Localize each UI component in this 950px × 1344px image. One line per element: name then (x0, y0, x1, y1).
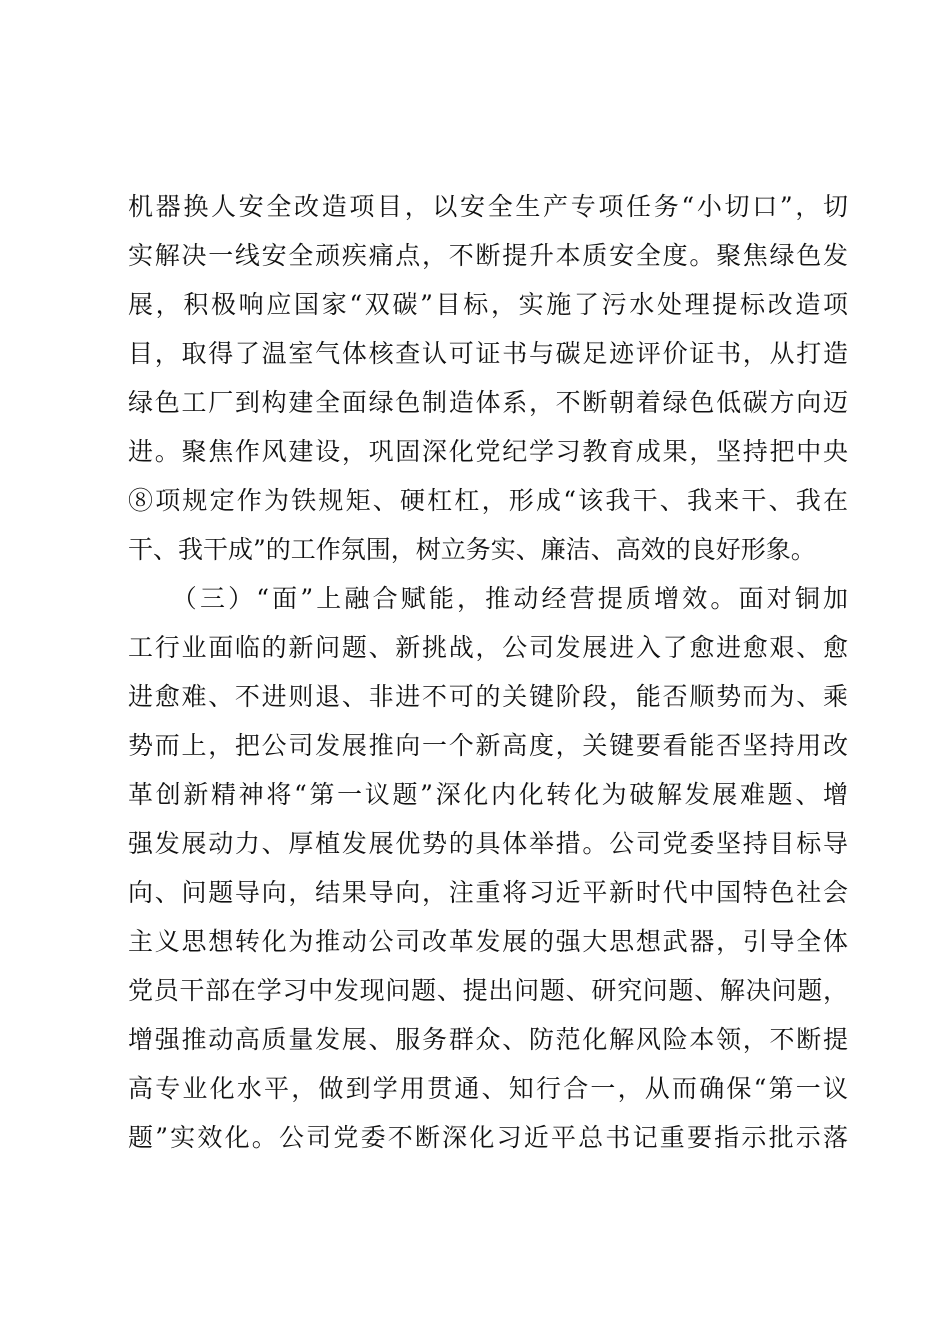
text-line: 机器换人安全改造项目，以安全生产专项任务“小切口”，切 (128, 192, 848, 221)
paragraph-end-line: 干、我干成”的工作氛围，树立务实、廉洁、高效的良好形象。 (128, 535, 816, 564)
text-line: 绿色工厂到构建全面绿色制造体系，不断朝着绿色低碳方向迈 (128, 388, 848, 417)
text-line: 进愈难、不进则退、非进不可的关键阶段，能否顺势而为、乘 (128, 682, 848, 711)
body-text (128, 182, 848, 1162)
text-line: 增强推动高质量发展、服务群众、防范化解风险本领，不断提 (128, 1025, 848, 1054)
text-line: 革创新精神将“第一议题”深化内化转化为破解发展难题、增 (128, 780, 848, 809)
text-line: 进。聚焦作风建设，巩固深化党纪学习教育成果，坚持把中央 (128, 437, 848, 466)
section-heading-line: （三）“面”上融合赋能，推动经营提质增效。面对铜加 (128, 584, 848, 613)
text-line: 实解决一线安全顽疾痛点，不断提升本质安全度。聚焦绿色发 (128, 241, 848, 270)
text-line: 目，取得了温室气体核查认可证书与碳足迹评价证书，从打造 (128, 339, 848, 368)
text-line: 工行业面临的新问题、新挑战，公司发展进入了愈进愈艰、愈 (128, 633, 848, 662)
text-line: 展，积极响应国家“双碳”目标，实施了污水处理提标改造项 (128, 290, 848, 319)
text-line: 主义思想转化为推动公司改革发展的强大思想武器，引导全体 (128, 927, 848, 956)
text-line: ⑧项规定作为铁规矩、硬杠杠，形成“该我干、我来干、我在 (128, 486, 848, 515)
text-line: 高专业化水平，做到学用贯通、知行合一，从而确保“第一议 (128, 1074, 848, 1103)
text-line: 向、问题导向，结果导向，注重将习近平新时代中国特色社会 (128, 878, 848, 907)
text-line: 势而上，把公司发展推向一个新高度，关键要看能否坚持用改 (128, 731, 848, 760)
text-line: 强发展动力、厚植发展优势的具体举措。公司党委坚持目标导 (128, 829, 848, 858)
text-line: 党员干部在学习中发现问题、提出问题、研究问题、解决问题， (128, 976, 848, 1005)
text-line: 题”实效化。公司党委不断深化习近平总书记重要指示批示落 (128, 1123, 848, 1152)
